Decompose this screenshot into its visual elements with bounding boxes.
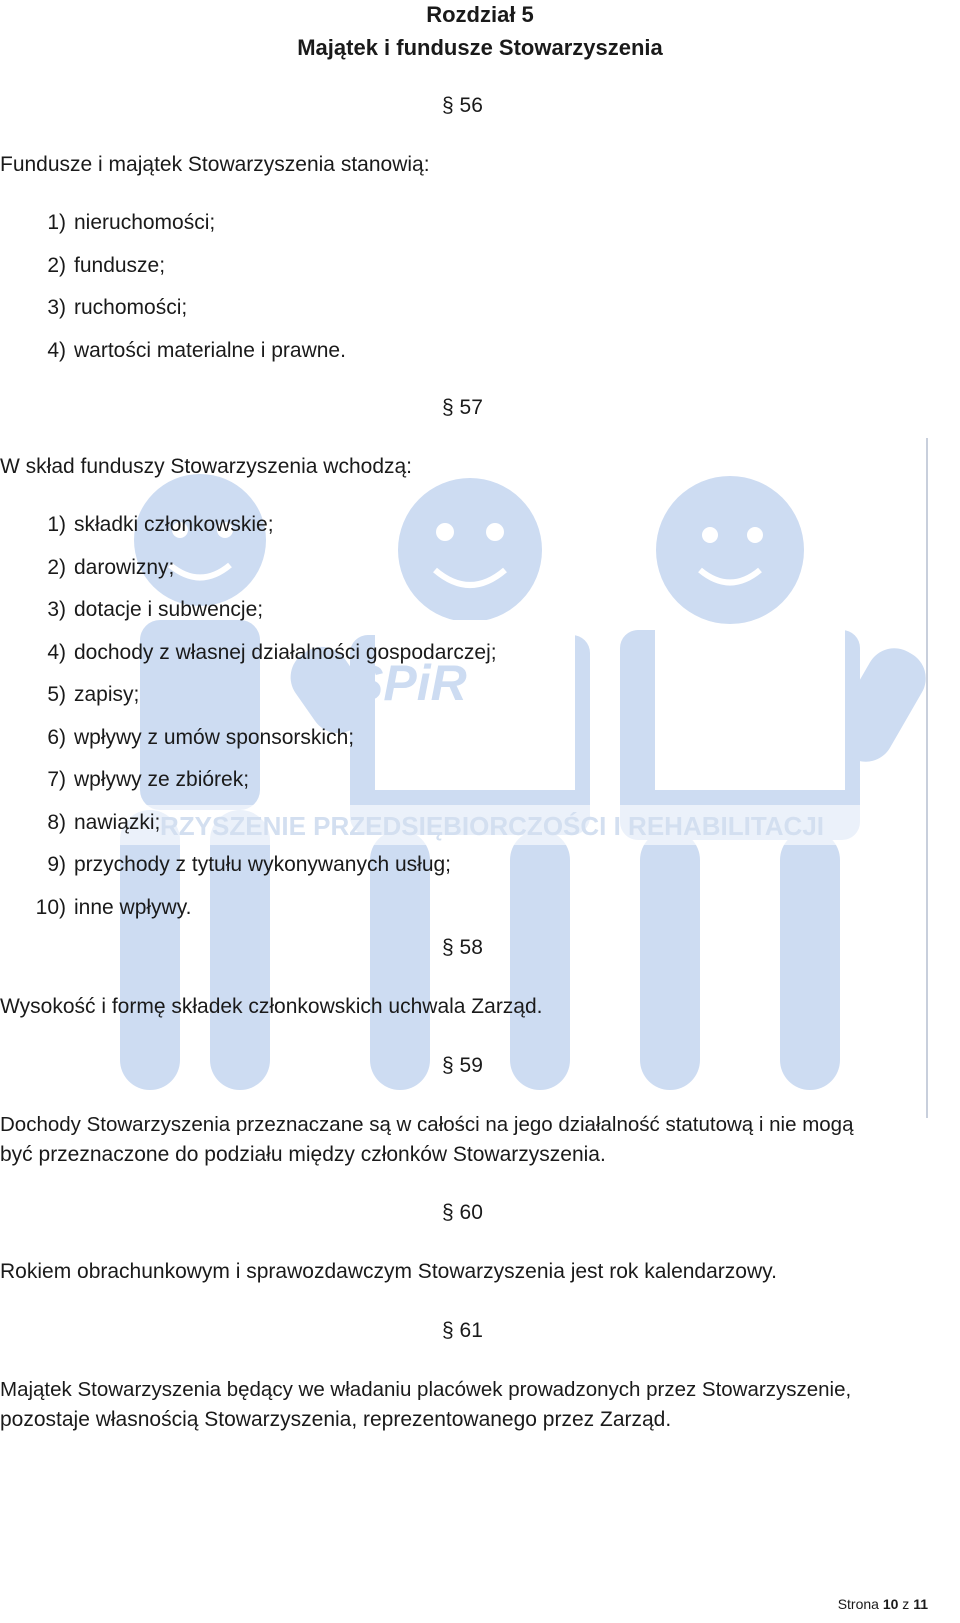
section-number: § 59 [442,1054,483,1077]
section-text-line: Majątek Stowarzyszenia będący we władaniu placówek prowadzonych przez Stowarzyszenie, [0,1378,852,1401]
watermark-logo-text: SPiR [350,655,467,711]
section-text: Rokiem obrachunkowym i sprawozdawczym Stowarzyszenia jest rok kalendarzowy. [0,1260,777,1283]
section-number: § 61 [442,1319,483,1342]
list-item: 4) wartości materialne i prawne. [47,339,346,362]
list-item: 2) darowizny; [47,556,175,579]
list-item: 8) nawiązki; [47,811,161,834]
footer-total-pages: 11 [913,1596,928,1612]
section-text: Wysokość i formę składek członkowskich uchwala Zarząd. [0,995,543,1018]
list-item: 9) przychody z tytułu wykonywanych usług; [47,853,452,876]
watermark-band-text: RZYSZENIE PRZEDSIĘBIORCZOŚCI I REHABILITACJI [160,811,825,841]
section-number: § 58 [442,936,483,959]
chapter-title: Rozdział 5 [426,2,534,27]
list-item: 1) nieruchomości; [47,211,216,234]
section-text-line: Dochody Stowarzyszenia przeznaczane są w całości na jego działalność statutową i nie mogą [0,1113,854,1136]
section-number: § 57 [442,396,483,419]
list-item: 6) wpływy z umów sponsorskich; [47,726,355,749]
footer-sep: z [902,1596,910,1612]
section-number: § 56 [442,94,483,117]
list-item: 5) zapisy; [47,683,140,706]
page-footer [838,1596,928,1612]
list-item: 1) składki członkowskie; [47,513,274,536]
section-number: § 60 [442,1201,483,1224]
list-item: 4) dochody z własnej działalności gospodarczej; [47,641,497,664]
section-intro: W skład funduszy Stowarzyszenia wchodzą: [0,455,413,478]
list-item: 2) fundusze; [47,254,166,277]
section-intro: Fundusze i majątek Stowarzyszenia stanowią: [0,153,430,176]
list-item: 3) ruchomości; [47,296,188,319]
footer-current-page: 10 [882,1596,899,1612]
chapter-subtitle: Majątek i fundusze Stowarzyszenia [297,35,663,60]
list-item: 7) wpływy ze zbiórek; [47,768,250,791]
section-text-line: pozostaje własnością Stowarzyszenia, reprezentowanego przez Zarząd. [0,1408,672,1431]
page-right-border [926,438,928,1118]
list-item: 3) dotacje i subwencje; [47,598,264,621]
footer-prefix: Strona [837,1596,879,1612]
section-text-line: być przeznaczone do podziału między członków Stowarzyszenia. [0,1143,606,1166]
list-item: 10) inne wpływy. [35,896,192,919]
